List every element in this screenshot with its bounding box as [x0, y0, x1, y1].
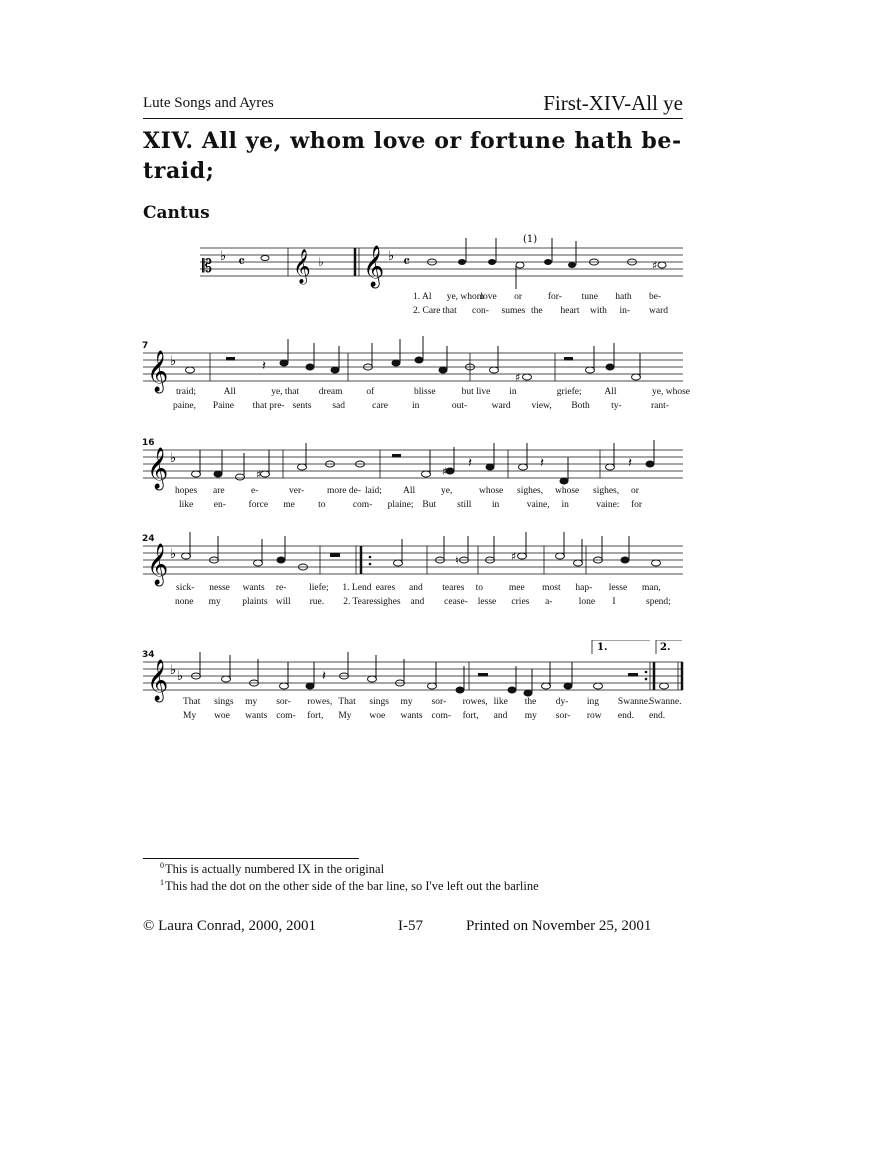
- lyric-syllable: I: [612, 597, 616, 607]
- lyric-syllable: sings: [214, 697, 234, 707]
- lyric-syllable: the: [524, 697, 537, 707]
- lyric-syllable: ward: [649, 306, 668, 316]
- lyric-syllable: are: [213, 486, 225, 496]
- lyric-syllable: griefe;: [556, 387, 582, 397]
- lyric-syllable: of: [366, 387, 375, 397]
- music-system-3: [0, 432, 890, 522]
- svg-text:♭: ♭: [388, 249, 395, 264]
- lyric-syllable: dy-: [555, 697, 569, 707]
- music-system-2: [0, 335, 890, 425]
- lyric-syllable: ward: [491, 401, 511, 411]
- svg-text:♯: ♯: [511, 550, 517, 563]
- svg-text:♮: ♮: [455, 554, 459, 567]
- footnote-0: [160, 861, 384, 877]
- lyric-syllable: hap-: [575, 583, 593, 593]
- lyric-syllable: My: [338, 711, 352, 721]
- svg-text:𝄽: 𝄽: [262, 359, 266, 374]
- lyric-syllable: in: [509, 387, 517, 397]
- lyric-syllable: but live: [461, 387, 491, 397]
- treble-clef-icon: 𝄞: [147, 544, 169, 585]
- lyric-syllable: liefe;: [309, 583, 329, 593]
- lyric-syllable: All: [604, 387, 617, 397]
- lyric-syllable: That: [183, 697, 201, 707]
- lyric-syllable: to: [318, 500, 326, 510]
- svg-text:𝄴: 𝄴: [403, 252, 411, 271]
- bar-number: 24: [142, 534, 155, 544]
- c-clef-icon: 𝄡: [202, 256, 213, 277]
- lyric-syllable: ver-: [289, 486, 305, 496]
- lyric-syllable: wants: [400, 711, 423, 721]
- lyric-syllable: ye, whom: [446, 292, 485, 302]
- lyric-syllable: tune: [581, 292, 598, 302]
- running-head-right: First-XIV-All ye: [543, 91, 683, 115]
- lyric-syllable: paine,: [173, 401, 196, 411]
- lyric-syllable: ye, whose: [652, 387, 690, 397]
- lyric-syllable: traid;: [176, 387, 197, 397]
- music-system-1: [0, 230, 890, 320]
- lyric-syllable: mee: [508, 583, 525, 593]
- footnote-text: This had the dot on the other side of the bar line, so I've left out the barline: [165, 879, 539, 893]
- lyric-syllable: man,: [642, 583, 661, 593]
- lyric-syllable: my: [245, 697, 258, 707]
- treble-clef-icon: 𝄞: [147, 448, 169, 489]
- lyric-syllable: 1. Lend: [342, 583, 372, 593]
- lyric-syllable: woe: [214, 711, 230, 721]
- lyric-syllable: will: [275, 597, 291, 607]
- lyric-syllable: heart: [560, 306, 580, 316]
- svg-text:𝄽: 𝄽: [540, 456, 544, 471]
- lyric-syllable: sor-: [276, 697, 291, 707]
- lyric-syllable: sor-: [555, 711, 571, 721]
- running-head-left: Lute Songs and Ayres: [143, 95, 274, 111]
- lyric-syllable: rant-: [651, 401, 669, 411]
- footer-printed-date: Printed on November 25, 2001: [466, 918, 652, 934]
- svg-text:♯: ♯: [652, 259, 658, 272]
- lyric-syllable: like: [493, 697, 508, 707]
- svg-text:♭: ♭: [170, 547, 177, 562]
- lyric-syllable: the: [531, 306, 543, 316]
- lyric-syllable: or: [631, 486, 639, 496]
- svg-text:𝄽: 𝄽: [322, 669, 326, 684]
- lyric-syllable: 1. Al: [413, 292, 432, 302]
- lyric-syllable: vaine,: [526, 500, 550, 510]
- lyric-syllable: com-: [431, 711, 452, 721]
- lyric-syllable: ye, that: [271, 387, 300, 397]
- annotation-1: (1): [523, 234, 538, 245]
- lyric-syllable: wants: [242, 583, 265, 593]
- svg-text:𝄽: 𝄽: [468, 456, 472, 471]
- lyric-syllable: plaints: [242, 597, 268, 607]
- voice-label: Cantus: [143, 203, 210, 223]
- footnote-1: [160, 878, 539, 894]
- lyric-syllable: nesse: [209, 583, 230, 593]
- lyric-syllable: force: [248, 500, 269, 510]
- lyric-syllable: more de-: [327, 486, 362, 496]
- footnote-mark: 0: [160, 861, 164, 870]
- bar-number: 34: [142, 650, 155, 660]
- volta-1: 1.: [597, 642, 608, 653]
- volta-2: 2.: [660, 642, 671, 653]
- lyric-syllable: teares: [442, 583, 465, 593]
- treble-clef-icon: 𝄞: [147, 351, 169, 392]
- lyric-syllable: 2. Care: [413, 306, 441, 316]
- lyric-syllable: My: [183, 711, 197, 721]
- running-head: [143, 88, 683, 119]
- svg-text:♭: ♭: [318, 255, 324, 269]
- lyric-syllable: ty-: [611, 401, 622, 411]
- lyric-syllable: eares: [375, 583, 396, 593]
- lyric-syllable: wants: [245, 711, 268, 721]
- lyric-syllable: sick-: [176, 583, 195, 593]
- lyric-syllable: rowes,: [462, 697, 488, 707]
- lyric-syllable: like: [179, 500, 194, 510]
- footnote-rule: [143, 858, 359, 859]
- treble-clef-icon: 𝄞: [293, 249, 311, 284]
- lyric-syllable: hath: [615, 292, 632, 302]
- lyric-syllable: sighes,: [517, 486, 544, 496]
- staff-2: [0, 335, 890, 425]
- lyric-syllable: in-: [619, 306, 631, 316]
- lyric-syllable: e-: [251, 486, 259, 496]
- svg-text:♭: ♭: [170, 663, 177, 678]
- lyric-syllable: com-: [352, 500, 373, 510]
- lyric-syllable: sighes,: [593, 486, 620, 496]
- lyric-syllable: cries: [511, 597, 530, 607]
- svg-text:𝄽: 𝄽: [628, 456, 632, 471]
- footnote-text: This is actually numbered IX in the original: [165, 862, 385, 876]
- footer-page-number: I-57: [398, 918, 423, 934]
- lyric-syllable: lesse: [608, 583, 628, 593]
- lyric-syllable: for-: [547, 292, 562, 302]
- lyric-syllable: for: [631, 500, 643, 510]
- lyric-syllable: in: [561, 500, 569, 510]
- song-title-line-1: XIV. All ye, whom love or fortune hath be-: [143, 128, 682, 154]
- staff-3: [0, 432, 890, 522]
- lyric-syllable: fort,: [307, 711, 324, 721]
- footer-copyright: © Laura Conrad, 2000, 2001: [143, 918, 317, 934]
- lyric-syllable: view,: [531, 401, 552, 411]
- lyric-syllable: en-: [213, 500, 226, 510]
- lyric-syllable: and: [409, 583, 423, 593]
- lyric-syllable: and: [410, 597, 425, 607]
- svg-text:♭: ♭: [170, 451, 177, 466]
- svg-text:♭: ♭: [170, 354, 177, 369]
- lyric-syllable: row: [586, 711, 602, 721]
- lyric-syllable: a-: [545, 597, 553, 607]
- lyric-syllable: sighes: [376, 597, 401, 607]
- lyric-syllable: Swanne.: [617, 697, 651, 707]
- bar-number: 7: [142, 341, 149, 351]
- lyric-syllable: hopes: [175, 486, 198, 496]
- lyric-syllable: rowes,: [307, 697, 333, 707]
- lyric-syllable: in: [491, 500, 500, 510]
- song-title: [143, 126, 688, 186]
- lyric-syllable: com-: [276, 711, 296, 721]
- lyric-syllable: 2. Teares: [343, 597, 378, 607]
- lyric-syllable: end.: [649, 711, 666, 721]
- lyric-syllable: sents: [292, 401, 312, 411]
- lyric-syllable: whose: [555, 486, 580, 496]
- bar-number: 16: [142, 438, 155, 448]
- lyric-syllable: dream: [318, 387, 343, 397]
- lyric-syllable: my: [524, 711, 537, 721]
- lyric-syllable: All: [223, 387, 236, 397]
- lyric-syllable: con-: [472, 306, 489, 316]
- lyric-syllable: lone: [578, 597, 596, 607]
- lyric-syllable: care: [372, 401, 388, 411]
- lyric-syllable: most: [542, 583, 561, 593]
- svg-text:♯: ♯: [442, 465, 448, 478]
- lyric-syllable: in: [412, 401, 420, 411]
- lyric-syllable: my: [400, 697, 413, 707]
- lyric-syllable: that pre-: [252, 401, 285, 411]
- footnote-mark: 1: [160, 878, 164, 887]
- lyric-syllable: be-: [649, 292, 662, 302]
- lyric-syllable: Swanne.: [649, 697, 682, 707]
- lyric-syllable: re-: [275, 583, 287, 593]
- lyric-syllable: and: [493, 711, 508, 721]
- lyric-syllable: to: [475, 583, 483, 593]
- song-title-line-2: traid;: [143, 158, 215, 184]
- lyric-syllable: lesse: [477, 597, 497, 607]
- svg-text:♯: ♯: [515, 371, 521, 384]
- lyric-syllable: That: [338, 697, 356, 707]
- lyric-syllable: still: [457, 500, 472, 510]
- svg-text:♭: ♭: [177, 669, 184, 684]
- lyric-syllable: cease-: [444, 597, 468, 607]
- lyric-syllable: laid;: [365, 486, 382, 496]
- lyric-syllable: spend;: [646, 597, 671, 607]
- lyric-syllable: fort,: [462, 711, 479, 721]
- lyric-syllable: But: [422, 500, 437, 510]
- lyric-syllable: rue.: [309, 597, 325, 607]
- music-system-4: [0, 528, 890, 618]
- lyric-syllable: or: [514, 292, 523, 302]
- treble-clef-icon: 𝄞: [363, 246, 385, 287]
- lyric-syllable: me: [283, 500, 295, 510]
- lyric-syllable: none: [175, 597, 194, 607]
- lyric-syllable: with: [590, 306, 607, 316]
- svg-text:♭: ♭: [220, 249, 227, 264]
- lyric-syllable: vaine:: [596, 500, 620, 510]
- lyric-syllable: sor-: [431, 697, 447, 707]
- lyric-syllable: woe: [369, 711, 386, 721]
- svg-text:𝄴: 𝄴: [238, 252, 246, 271]
- lyric-syllable: my: [208, 597, 221, 607]
- lyric-syllable: sings: [369, 697, 389, 707]
- lyric-syllable: ing: [586, 697, 599, 707]
- lyric-syllable: blisse: [414, 387, 436, 397]
- lyric-syllable: ye,: [441, 486, 453, 496]
- music-system-5: [0, 640, 890, 730]
- lyric-syllable: Paine: [212, 401, 234, 411]
- lyric-syllable: sumes: [501, 306, 526, 316]
- lyric-syllable: plaine;: [387, 500, 414, 510]
- svg-text:♯: ♯: [256, 468, 262, 481]
- lyric-syllable: end.: [617, 711, 635, 721]
- lyric-syllable: Both: [571, 401, 590, 411]
- lyric-syllable: whose: [479, 486, 504, 496]
- lyric-syllable: love: [480, 292, 497, 302]
- lyric-syllable: All: [403, 486, 416, 496]
- treble-clef-icon: 𝄞: [147, 660, 169, 701]
- lyric-syllable: sad: [332, 401, 345, 411]
- lyric-syllable: that: [442, 306, 457, 316]
- lyric-syllable: out-: [451, 401, 468, 411]
